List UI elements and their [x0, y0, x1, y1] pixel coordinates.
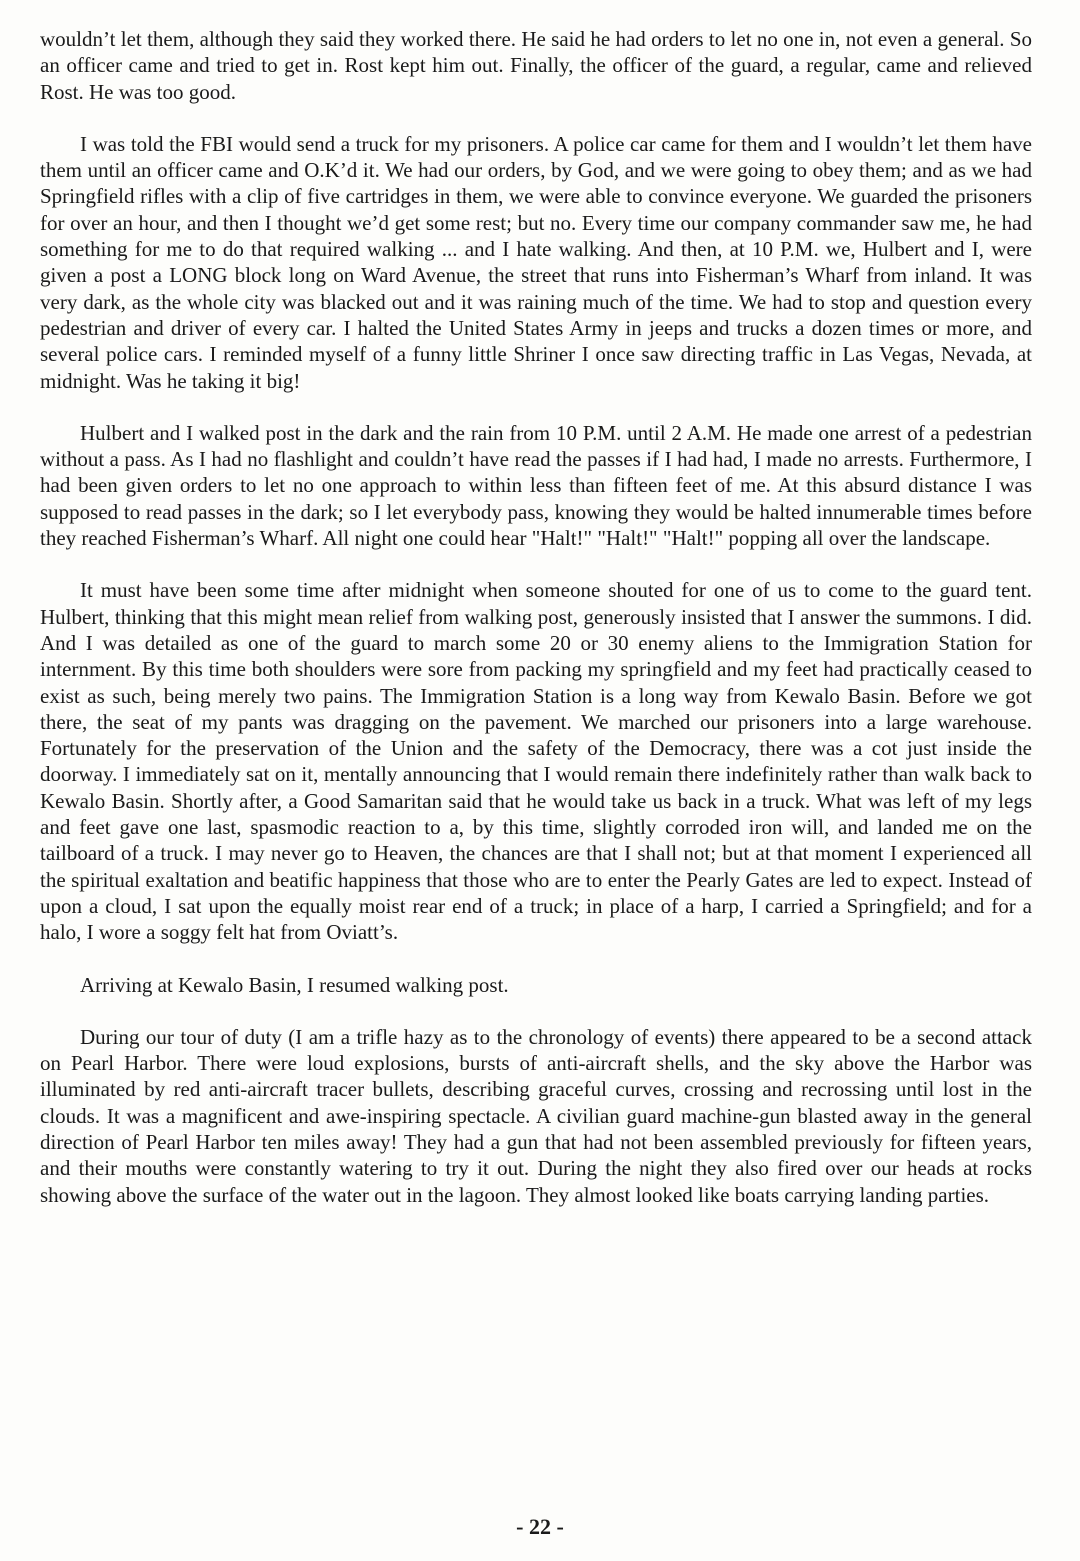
paragraph-immigration-station: It must have been some time after midnight when someone shouted for one of us to come to the guard tent. Hulbert, thinking that this might mean relief from walking post, generously insisted that I answer the summons. I did. And I was detailed as one of the guard to march some 20 or 30 enemy aliens to the Immigration Station for internment. By this time both shoulders were sore from packing my springfield and my feet had practically ceased to exist as such, being merely two pains. The Immigration Station is a long way from Kewalo Basin. Before we got there, the seat of my pants was dragging on the pavement. We marched our prisoners into a large warehouse. Fortunately for the preservation of the Union and the safety of the Democracy, there was a cot just inside the doorway. I immediately sat on it, mentally announcing that I would remain there indefinitely rather than walk back to Kewalo Basin. Shortly after, a Good Samaritan said that he would take us back in a truck. What was left of my legs and feet gave one last, spasmodic reaction to a, by this time, slightly corroded iron will, and landed me on the tailboard of a truck. I may never go to Heaven, the chances are that I shall not; but at that moment I experienced all the spiritual exaltation and beatific happiness that those who are to enter the Pearly Gates are led to expect. Instead of upon a cloud, I sat upon the equally moist rear end of a truck; in place of a harp, I carried a Springfield; and for a halo, I wore a soggy felt hat from Oviatt’s. [40, 578, 1032, 945]
paragraph-walking-post: Hulbert and I walked post in the dark and the rain from 10 P.M. until 2 A.M. He made one arrest of a pedestrian without a pass. As I had no flashlight and couldn’t have read the passes if I had had, I made no arrests. Furthermore, I had been given orders to let no one approach to within less than fifteen feet of me. At this absurd distance I was supposed to read passes in the dark; so I let everybody pass, knowing they would be halted innumerable times before they reached Fisherman’s Wharf. All night one could hear "Halt!" "Halt!" "Halt!" popping all over the landscape. [40, 420, 1032, 551]
page-number: - 22 - [516, 1514, 564, 1539]
body-text [40, 26, 1032, 1234]
paragraph-fbi-truck: I was told the FBI would send a truck for my prisoners. A police car came for them and I wouldn’t let them have them until an officer came and O.K’d it. We had our orders, by God, and we were going to obey them; and as we had Springfield rifles with a clip of five cartridges in them, we were able to convince everyone. We guarded the prisoners for over an hour, and then I thought we’d get some rest; but no. Every time our company commander saw me, he had something for me to do that required walking ... and I hate walking. And then, at 10 P.M. we, Hulbert and I, were given a post a LONG block long on Ward Avenue, the street that runs into Fisherman’s Wharf from inland. It was very dark, as the whole city was blacked out and it was raining much of the time. We had to stop and question every pedestrian and driver of every car. I halted the United States Army in jeeps and trucks a dozen times or more, and several police cars. I reminded myself of a funny little Shriner I once saw directing traffic in Las Vegas, Nevada, at midnight. Was he taking it big! [40, 131, 1032, 393]
paragraph-second-attack: During our tour of duty (I am a trifle hazy as to the chronology of events) there appeared to be a second attack on Pearl Harbor. There were loud explosions, bursts of anti-aircraft shells, and the sky above the Harbor was illuminated by red anti-aircraft tracer bullets, describing graceful curves, crossing and recrossing until lost in the clouds. It was a magnificent and awe-inspiring spectacle. A civilian guard machine-gun blasted away in the general direction of Pearl Harbor ten miles away! They had a gun that had not been assembled previously for fifteen years, and their mouths were constantly watering to try it out. During the night they also fired over our heads at rocks showing above the surface of the water out in the lagoon. They almost looked like boats carrying landing parties. [40, 1024, 1032, 1207]
paragraph-continued: wouldn’t let them, although they said they worked there. He said he had orders to let no one in, not even a general. So an officer came and tried to get in. Rost kept him out. Finally, the officer of the guard, a regular, came and relieved Rost. He was too good. [40, 27, 1032, 104]
paragraph-kewalo-basin: Arriving at Kewalo Basin, I resumed walking post. [80, 972, 509, 997]
